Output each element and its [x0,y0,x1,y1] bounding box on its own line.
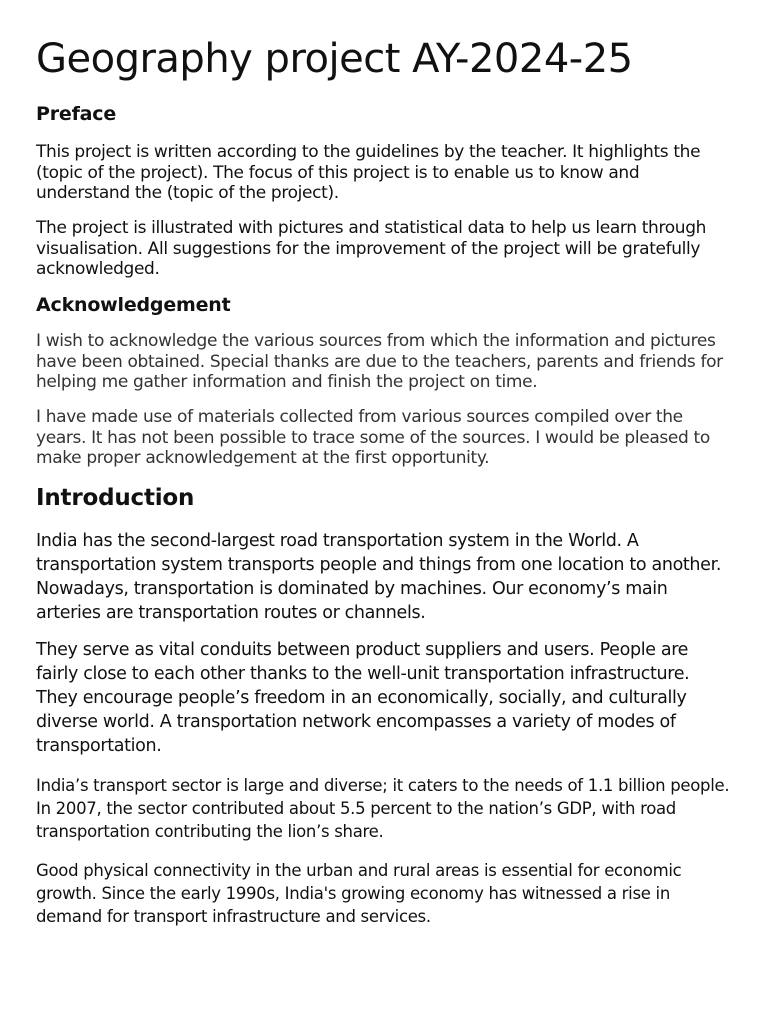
acknowledgement-paragraph-1: I wish to acknowledge the various sources from which the information and pictures have been obtained. Special thanks are due to the teachers, parents and friends for helping me gather information and finish the project on time. [36,331,723,392]
preface-paragraph-1: This project is written according to the guidelines by the teacher. It highlights the (topic of the project). The focus of this project is to enable us to know and understand the (topic of the project). [36,142,701,203]
preface-heading: Preface [36,103,117,125]
introduction-heading: Introduction [36,485,195,511]
acknowledgement-paragraph-2: I have made use of materials collected from various sources compiled over the years. It has not been possible to trace some of the sources. I would be pleased to make proper acknowledgement at the first opportunity. [36,407,710,468]
introduction-paragraph-2: They serve as vital conduits between product suppliers and users. People are fairly close to each other thanks to the well-unit transportation infrastructure. They encourage people’s freedom in an economically, socially, and culturally diverse world. A transportation network encompasses a variety of modes of transportation. [36,640,690,756]
acknowledgement-heading: Acknowledgement [36,294,231,316]
introduction-paragraph-3: India’s transport sector is large and diverse; it caters to the needs of 1.1 billion people. In 2007, the sector contributed about 5.5 percent to the nation’s GDP, with road transportation contributing the lion’s share. [36,776,730,842]
introduction-paragraph-1: India has the second-largest road transportation system in the World. A transportation system transports people and things from one location to another. Nowadays, transportation is dominated by machines. Our economy’s main arteries are transportation routes or channels. [36,531,722,623]
preface-paragraph-2: The project is illustrated with pictures and statistical data to help us learn through visualisation. All suggestions for the improvement of the project will be gratefully acknowledged. [36,218,707,279]
document-title: Geography project AY-2024-25 [36,36,633,82]
introduction-paragraph-4: Good physical connectivity in the urban and rural areas is essential for economic growth. Since the early 1990s, India's growing economy has witnessed a rise in demand for transport infrastructure and services. [36,861,682,927]
